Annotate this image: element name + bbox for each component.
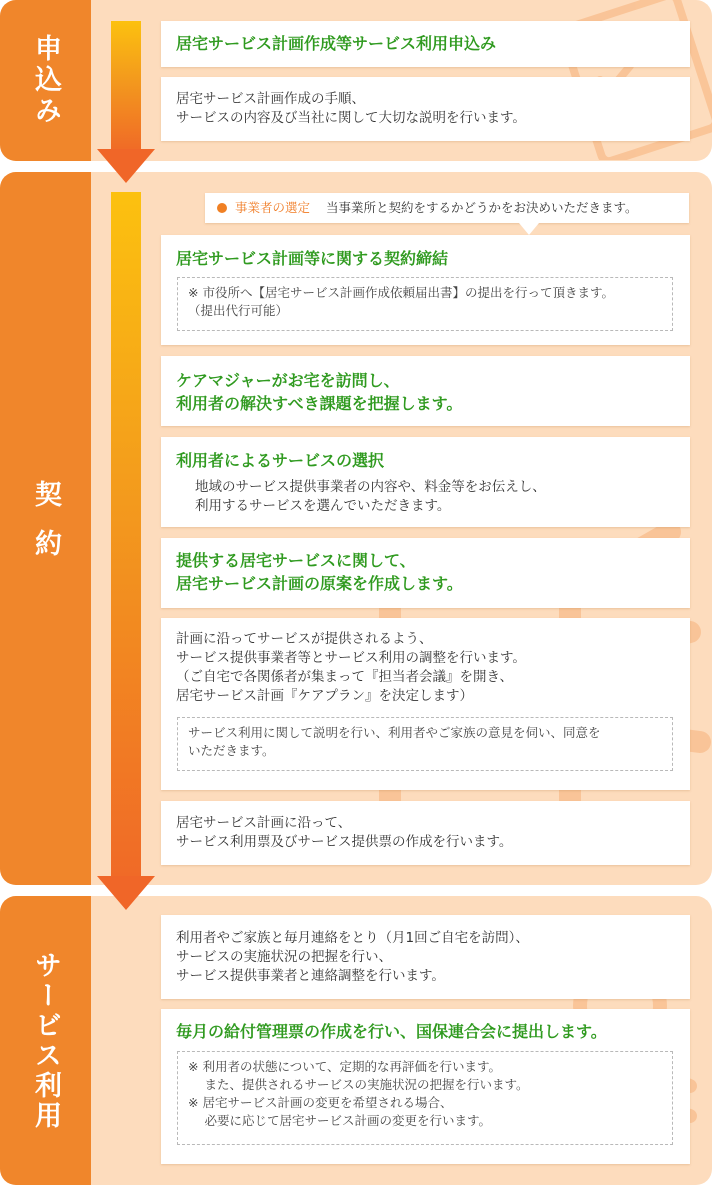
- flow-arrow: [97, 21, 155, 185]
- step-title: 毎月の給付管理票の作成を行い、国保連合会に提出します。: [176, 1022, 607, 1041]
- step-title: 居宅サービス計画作成等サービス利用申込み: [176, 34, 497, 53]
- step-body: 利用者やご家族と毎月連絡をとり（月1回ご自宅を訪問）、 サービスの実施状況の把握を行い、 サービス提供事業者と連絡調整を行います。: [176, 930, 529, 984]
- step-title: ケアマジャーがお宅を訪問し、 利用者の解決すべき課題を把握します。: [176, 371, 463, 413]
- section-label: 申込み: [0, 0, 91, 161]
- step-adjust-note: サービス利用に関して説明を行い、利用者やご家族の意見を伺い、同意を いただきます。: [177, 717, 673, 771]
- selection-text: 当事業所と契約をするかどうかをお決めいただきます。: [326, 200, 638, 215]
- selection-bubble: [205, 193, 689, 223]
- selection-tag: 事業者の選定: [235, 200, 311, 215]
- flow-arrow: [97, 192, 155, 912]
- step-submit-note: ※ 利用者の状態について、定期的な再評価を行います。 また、提供されるサービスの実施状況の把握を行います。 ※ 居宅サービス計画の変更を希望される場合、 必要に応じて居宅サービス計画の変更を行います。: [177, 1051, 673, 1145]
- step-contract-note: ※ 市役所へ【居宅サービス計画作成依頼届出書】の提出を行って頂きます。 （提出代行可能）: [177, 277, 673, 331]
- step-choice-box: [161, 437, 690, 527]
- section-label: 契約: [0, 172, 91, 885]
- step-visit-box: [161, 356, 690, 426]
- step-title: 提供する居宅サービスに関して、 居宅サービス計画の原案を作成します。: [176, 551, 463, 593]
- step-title: 居宅サービス計画等に関する契約締結: [176, 249, 449, 268]
- step-ticket-box: [161, 801, 690, 865]
- bullet-icon: [217, 203, 227, 213]
- step-title: 利用者によるサービスの選択: [176, 451, 385, 470]
- step-body: 地域のサービス提供事業者の内容や、料金等をお伝えし、 利用するサービスを選んでいただきます。: [195, 479, 546, 514]
- step-monthly-box: [161, 915, 690, 999]
- step-body: 計画に沿ってサービスが提供されるよう、 サービス提供事業者等とサービス利用の調整を行います。 （ご自宅で各関係者が集まって『担当者会議』を開き、 居宅サービス計画『ケアプラン』を決定します）: [176, 631, 526, 704]
- step-apply-title-box: [161, 21, 690, 67]
- step-apply-body-box: [161, 77, 690, 141]
- section-label: サービス利用: [0, 896, 91, 1185]
- step-body: 居宅サービス計画作成の手順、 サービスの内容及び当社に関して大切な説明を行います。: [176, 91, 526, 126]
- step-body: 居宅サービス計画に沿って、 サービス利用票及びサービス提供票の作成を行います。: [176, 815, 513, 850]
- bubble-tail: [519, 223, 539, 235]
- step-draft-box: [161, 538, 690, 608]
